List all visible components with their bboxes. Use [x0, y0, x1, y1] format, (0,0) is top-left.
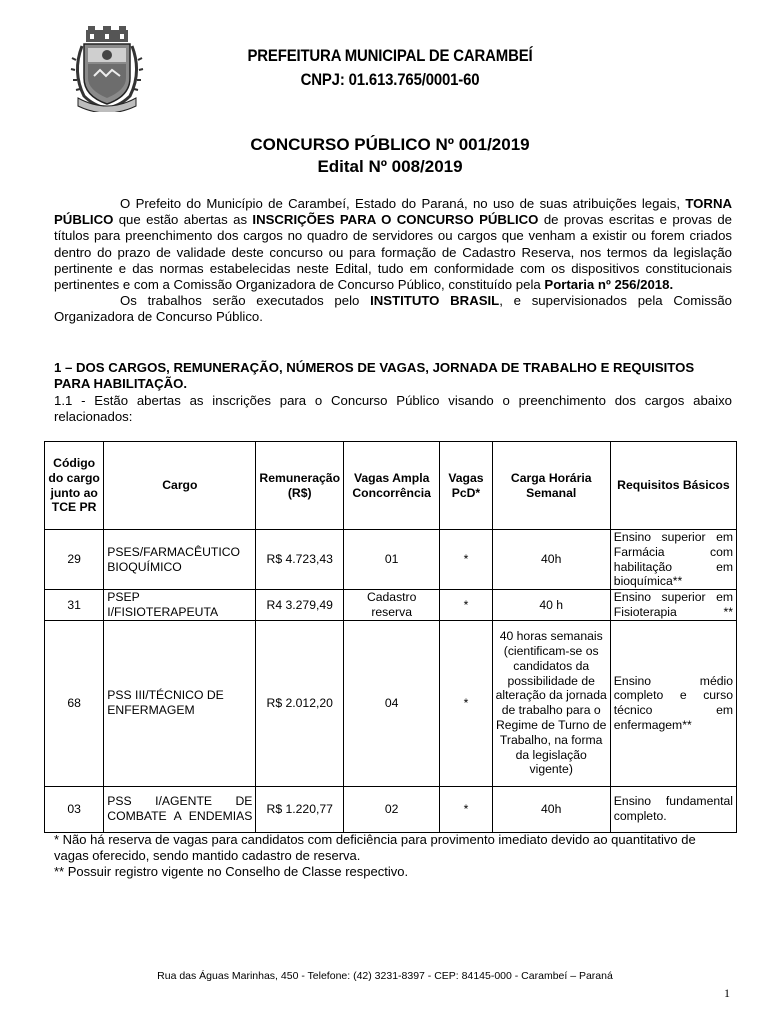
municipal-coat-of-arms: [70, 26, 144, 112]
table-row: [45, 786, 737, 832]
section-1-1-text: 1.1 - Estão abertas as inscrições para o Concurso Público visando o preenchimento dos cargos abaixo relacionados:: [54, 393, 732, 425]
cell-requirements: Ensino fundamental completo.: [610, 786, 736, 832]
intro-text-p2c: , e supervisionados pela Comissão Organizadora de Concurso Público.: [54, 293, 732, 325]
intro-bold-instituto: INSTITUTO BRASIL: [370, 293, 500, 309]
cell-position: PSES/FARMACÊUTICO BIOQUÍMICO: [104, 530, 256, 590]
table-row: [45, 530, 737, 590]
intro-bold-inscricoes: INSCRIÇÕES PARA O CONCURSO PÚBLICO: [252, 212, 539, 228]
cell-pcd: *: [440, 530, 492, 590]
note-registration: ** Possuir registro vigente no Conselho de Classe respectivo.: [54, 864, 409, 879]
cell-salary: R$ 4.723,43: [256, 530, 344, 590]
cell-code: 31: [45, 590, 104, 621]
cell-code: 68: [45, 620, 104, 786]
note-pcd: * Não há reserva de vagas para candidatos com deficiência para provimento imediato devido ao quantitativo de vagas oferecido, sendo mantido cadastro de reserva.: [54, 832, 696, 863]
org-name: PREFEITURA MUNICIPAL DE CARAMBEÍ: [247, 46, 533, 65]
cell-requirements: Ensino superior em Farmácia com habilitação em bioquímica**: [610, 530, 736, 590]
col-header-salary: Remuneração (R$): [256, 442, 344, 530]
org-cnpj: CNPJ: 01.613.765/0001-60: [300, 70, 480, 89]
table-row: [45, 620, 737, 786]
intro-text-p2a: Os trabalhos serão executados pelo: [120, 293, 371, 309]
cell-position: PSS III/TÉCNICO DE ENFERMAGEM: [104, 620, 256, 786]
contest-title: CONCURSO PÚBLICO Nº 001/2019: [250, 135, 530, 154]
intro-paragraph: [54, 196, 732, 326]
cell-salary: R4 3.279,49: [256, 590, 344, 621]
cell-requirements: Ensino superior em Fisioterapia **: [610, 590, 736, 621]
intro-bold-torna-publico: TORNA PÚBLICO: [54, 196, 732, 228]
intro-text-e: de provas escritas e provas de títulos para preenchimento dos cargos no quadro de servidores ou cargos que venham a existir ou forem criados dentro do prazo de validade deste concurso ou para formação de Cadastro Reserva, nos termos da legislação pertinente e das normas estabelecidas neste Edital, tudo em conformidade com os dispositivos constitucionais pertinentes e com a Comissão Organizadora de Concurso Público, constituído pela: [54, 212, 732, 293]
table-header-row: [45, 442, 737, 530]
positions-table: [44, 441, 737, 833]
col-header-code: Código do cargo junto ao TCE PR: [45, 442, 104, 530]
edital-number: Edital Nº 008/2019: [317, 157, 463, 176]
cell-pcd: *: [440, 786, 492, 832]
cell-pcd: *: [440, 620, 492, 786]
cell-vacancies: 04: [344, 620, 440, 786]
cell-pcd: *: [440, 590, 492, 621]
cell-salary: R$ 2.012,20: [256, 620, 344, 786]
page-number: 1: [724, 986, 730, 1000]
intro-bold-portaria: Portaria nº 256/2018.: [544, 277, 674, 293]
cell-requirements: Ensino médio completo e curso técnico em enfermagem**: [610, 620, 736, 786]
cell-vacancies: 02: [344, 786, 440, 832]
col-header-pcd: Vagas PcD*: [440, 442, 492, 530]
cell-vacancies: Cadastro reserva: [344, 590, 440, 621]
col-header-hours: Carga Horária Semanal: [492, 442, 610, 530]
table-row: [45, 590, 737, 621]
cell-hours: 40h: [492, 786, 610, 832]
cell-position: PSEP I/FISIOTERAPEUTA: [104, 590, 256, 621]
footer-address: Rua das Águas Marinhas, 450 - Telefone: (42) 3231-8397 - CEP: 84145-000 - Carambeí – Paraná: [157, 970, 613, 982]
section-1-heading: 1 – DOS CARGOS, REMUNERAÇÃO, NÚMEROS DE VAGAS, JORNADA DE TRABALHO E REQUISITOS PARA HABILITAÇÃO.: [54, 360, 695, 391]
cell-salary: R$ 1.220,77: [256, 786, 344, 832]
col-header-position: Cargo: [104, 442, 256, 530]
cell-hours: 40 h: [492, 590, 610, 621]
cell-code: 03: [45, 786, 104, 832]
col-header-vacancies: Vagas Ampla Concorrência: [344, 442, 440, 530]
cell-position: PSS I/AGENTE DE COMBATE A ENDEMIAS: [104, 786, 256, 832]
cell-vacancies: 01: [344, 530, 440, 590]
cell-hours: 40h: [492, 530, 610, 590]
cell-hours: 40 horas semanais (cientificam-se os candidatos da possibilidade de alteração da jornada de trabalho para o Regime de Turno de Trabalho, na forma da legislação vigente): [492, 620, 610, 786]
col-header-requirements: Requisitos Básicos: [610, 442, 736, 530]
cell-code: 29: [45, 530, 104, 590]
intro-text-c: que estão abertas as: [113, 212, 253, 228]
intro-text-a: O Prefeito do Município de Carambeí, Estado do Paraná, no uso de suas atribuições legais,: [120, 196, 686, 211]
